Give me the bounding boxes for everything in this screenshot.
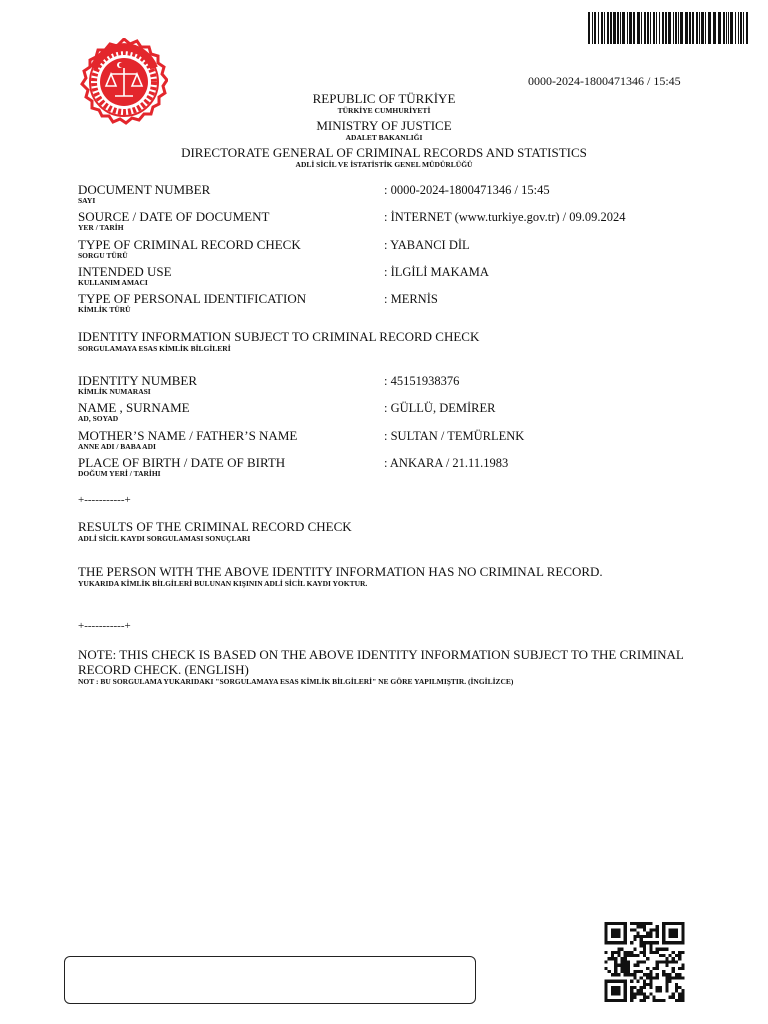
field-label-en: PLACE OF BIRTH / DATE OF BIRTH (78, 455, 286, 470)
field-value: : MERNİS (384, 292, 438, 306)
field-label-tr: AD, SOYAD (78, 414, 119, 423)
field-value: : 0000-2024-1800471346 / 15:45 (384, 183, 550, 197)
header-republic (120, 92, 648, 115)
field-label-tr: DOĞUM YERİ / TARİHI (78, 469, 161, 478)
field-label-tr: YER / TARİH (78, 223, 124, 232)
qr-code-icon (601, 922, 688, 1002)
field-value: : İNTERNET (www.turkiye.gov.tr) / 09.09.2024 (384, 210, 626, 224)
field-value: : GÜLLÜ, DEMİRER (384, 401, 496, 415)
field-name-surname (78, 401, 698, 423)
field-label-en: TYPE OF PERSONAL IDENTIFICATION (78, 291, 307, 306)
field-label-tr: KİMLİK NUMARASI (78, 387, 151, 396)
field-label-en: SOURCE / DATE OF DOCUMENT (78, 209, 270, 224)
results-statement-en: THE PERSON WITH THE ABOVE IDENTITY INFORMATION HAS NO CRIMINAL RECORD. (78, 564, 603, 579)
separator-line: +-----------+ (78, 620, 131, 632)
field-label-en: TYPE OF CRIMINAL RECORD CHECK (78, 237, 301, 252)
check-note (78, 647, 688, 686)
results-statement (78, 565, 698, 588)
section-title-tr: SORGULAMAYA ESAS KİMLİK BİLGİLERİ (78, 344, 231, 353)
field-document-number (78, 183, 698, 205)
field-value: : ANKARA / 21.11.1983 (384, 456, 509, 470)
field-intended-use (78, 265, 698, 287)
directorate-title-tr: ADLİ SİCİL VE İSTATİSTİK GENEL MÜDÜRLÜĞÜ (295, 160, 473, 169)
republic-title-en: REPUBLIC OF TÜRKİYE (312, 91, 456, 106)
verification-box (64, 956, 476, 1004)
document-reference-top: 0000-2024-1800471346 / 15:45 (528, 74, 681, 88)
note-text-en: NOTE: THIS CHECK IS BASED ON THE ABOVE IDENTITY INFORMATION SUBJECT TO THE CRIMINAL RECORD CHECK. (ENGLISH) (78, 647, 684, 677)
results-heading (78, 520, 698, 543)
field-value: : SULTAN / TEMÜRLENK (384, 429, 525, 443)
directorate-title-en: DIRECTORATE GENERAL OF CRIMINAL RECORDS AND STATISTICS (181, 145, 587, 160)
field-value: : İLGİLİ MAKAMA (384, 265, 489, 279)
separator-line: +-----------+ (78, 494, 131, 506)
results-title-en: RESULTS OF THE CRIMINAL RECORD CHECK (78, 519, 352, 534)
field-birth-place-date (78, 456, 698, 478)
field-identity-number (78, 374, 698, 396)
field-label-tr: KİMLİK TÜRÜ (78, 305, 131, 314)
field-value: : 45151938376 (384, 374, 460, 388)
field-label-tr: SAYI (78, 196, 96, 205)
field-parents-names (78, 429, 698, 451)
field-label-tr: SORGU TÜRÜ (78, 251, 128, 260)
field-label-en: IDENTITY NUMBER (78, 373, 198, 388)
ministry-title-en: MINISTRY OF JUSTICE (316, 118, 452, 133)
identity-section-heading (78, 330, 698, 353)
section-title-en: IDENTITY INFORMATION SUBJECT TO CRIMINAL RECORD CHECK (78, 329, 480, 344)
ministry-title-tr: ADALET BAKANLIĞI (345, 133, 423, 142)
field-label-en: INTENDED USE (78, 264, 172, 279)
field-label-tr: KULLANIM AMACI (78, 278, 148, 287)
field-check-type (78, 238, 698, 260)
field-identification-type (78, 292, 698, 314)
republic-title-tr: TÜRKİYE CUMHURİYETİ (337, 106, 431, 115)
field-label-en: NAME , SURNAME (78, 400, 190, 415)
field-label-en: MOTHER’S NAME / FATHER’S NAME (78, 428, 298, 443)
header-ministry (120, 119, 648, 142)
field-label-tr: ANNE ADI / BABA ADI (78, 442, 156, 451)
results-statement-tr: YUKARIDA KİMLİK BİLGİLERİ BULUNAN KIŞININ ADLİ SİCİL KAYDI YOKTUR. (78, 579, 368, 588)
field-source-date (78, 210, 698, 232)
results-title-tr: ADLİ SİCİL KAYDI SORGULAMASI SONUÇLARI (78, 534, 251, 543)
header-directorate (120, 146, 648, 169)
note-text-tr: NOT : BU SORGULAMA YUKARIDAKI "SORGULAMAYA ESAS KİMLİK BİLGİLERİ" NE GÖRE YAPILMIŞTIR. (İNGİLİZCE) (78, 677, 514, 686)
barcode-icon (588, 12, 752, 44)
field-value: : YABANCI DİL (384, 238, 470, 252)
field-label-en: DOCUMENT NUMBER (78, 182, 211, 197)
